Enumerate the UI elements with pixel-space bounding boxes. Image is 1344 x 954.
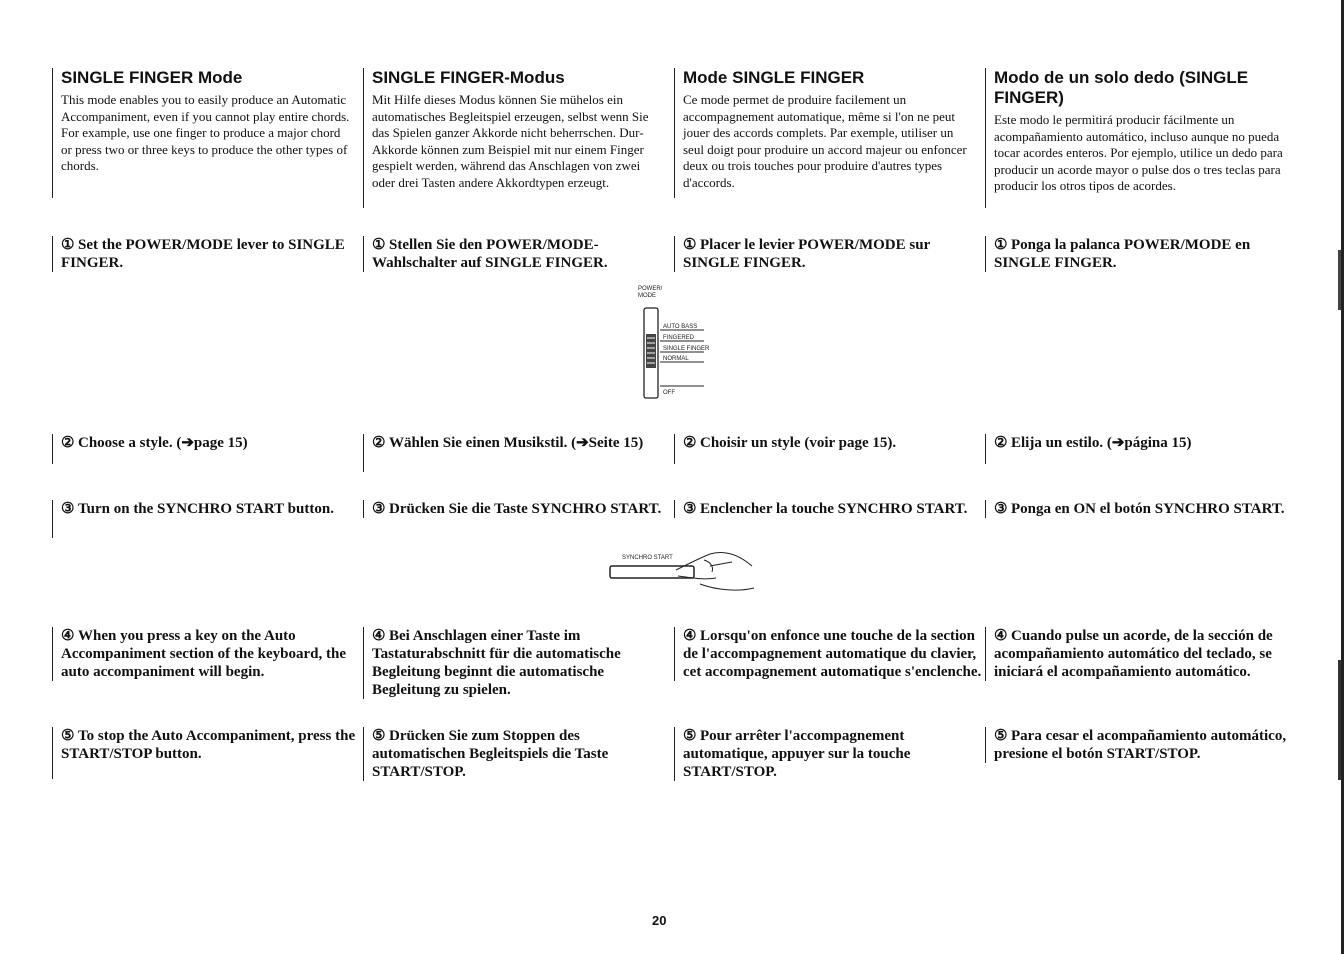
step-2-fr: ② Choisir un style (voir page 15). [674, 434, 984, 464]
switch-title-line1: POWER/ [638, 286, 663, 292]
switch-pos-normal: NORMAL [663, 356, 689, 362]
power-mode-switch-diagram [632, 282, 722, 402]
step-1-en: ① Set the POWER/MODE lever to SINGLE FINGER. [52, 236, 362, 272]
switch-pos-fingered: FINGERED [663, 335, 695, 341]
step-3-de: ③ Drücken Sie die Taste SYNCHRO START. [363, 500, 673, 518]
heading-de: SINGLE FINGER-Modus [372, 68, 565, 87]
step-3-en: ③ Turn on the SYNCHRO START button. [52, 500, 362, 538]
scan-edge-shadow [1338, 0, 1344, 954]
step-1-fr: ① Placer le levier POWER/MODE sur SINGLE FINGER. [674, 236, 984, 272]
step-5-en: ⑤ To stop the Auto Accompaniment, press the START/STOP button. [52, 727, 362, 779]
step-2-es: ② Elija un estilo. (➔página 15) [985, 434, 1295, 464]
column-fr-intro [674, 68, 974, 198]
switch-pos-single-finger: SINGLE FINGER [663, 346, 710, 352]
step-5-de: ⑤ Drücken Sie zum Stoppen des automatischen Begleitspiels die Taste START/STOP. [363, 727, 673, 781]
synchro-start-label: SYNCHRO START [622, 555, 673, 561]
intro-es: Este modo le permitirá producir fácilmente un acompañamiento automático, incluso aunque no pueda tocar acordes enteros. Por ejemplo, utilice un dedo para producir un acorde mayor o pulse dos o tres teclas para producir los otros tipos de acordes. [994, 112, 1283, 193]
switch-title-line2: MODE [638, 293, 656, 299]
column-en-intro [52, 68, 352, 198]
switch-pos-off: OFF [663, 390, 675, 396]
intro-en: This mode enables you to easily produce an Automatic Accompaniment, even if you cannot play entire chords. For example, use one finger to produce a major chord or press two or three keys to produce the other types of chords. [61, 92, 350, 173]
step-4-fr: ④ Lorsqu'on enfonce une touche de la section de l'accompagnement automatique du clavier, cet accompagnement automatique s'enclenche. [674, 627, 984, 681]
heading-en: SINGLE FINGER Mode [61, 68, 243, 87]
column-de-intro [363, 68, 663, 208]
synchro-start-diagram [592, 548, 767, 598]
step-1-es: ① Ponga la palanca POWER/MODE en SINGLE FINGER. [985, 236, 1295, 272]
heading-fr: Mode SINGLE FINGER [683, 68, 865, 87]
step-4-en: ④ When you press a key on the Auto Accompaniment section of the keyboard, the auto accompaniment will begin. [52, 627, 362, 681]
step-4-es: ④ Cuando pulse un acorde, de la sección de acompañamiento automático del teclado, se iniciará el acompañamiento automático. [985, 627, 1295, 681]
step-3-fr: ③ Enclencher la touche SYNCHRO START. [674, 500, 984, 518]
step-1-de: ① Stellen Sie den POWER/MODE-Wahlschalter auf SINGLE FINGER. [363, 236, 673, 272]
intro-fr: Ce mode permet de produire facilement un accompagnement automatique, même si l'on ne peut jouer des accords complets. Par exemple, utiliser un seul doigt pour produire un accord majeur ou enfoncer deux ou trois touches pour produire d'autres types d'accords. [683, 92, 967, 190]
column-es-intro [985, 68, 1285, 208]
pressing-finger-icon [676, 553, 752, 571]
step-5-es: ⑤ Para cesar el acompañamiento automático, presione el botón START/STOP. [985, 727, 1295, 763]
heading-es: Modo de un solo dedo (SINGLE FINGER) [994, 68, 1249, 107]
step-2-de: ② Wählen Sie einen Musikstil. (➔Seite 15) [363, 434, 673, 472]
switch-pos-auto-bass: AUTO BASS [663, 324, 698, 330]
step-2-en: ② Choose a style. (➔page 15) [52, 434, 362, 464]
page-number: 20 [652, 913, 667, 928]
step-4-de: ④ Bei Anschlagen einer Taste im Tastaturabschnitt für die automatische Begleitung beginnt die automatische Begleitung zu spielen. [363, 627, 673, 699]
intro-de: Mit Hilfe dieses Modus können Sie mühelos ein automatisches Begleitspiel erzeugen, selbst wenn Sie das Spielen ganzer Akkorde nicht beherrschen. Dur-Akkorde können zum Beispiel mit nur einem Finger gespielt werden, während das Anschlagen von zwei oder drei Tasten andere Akkordtypen erzeugt. [372, 92, 649, 190]
step-3-es: ③ Ponga en ON el botón SYNCHRO START. [985, 500, 1295, 518]
step-5-fr: ⑤ Pour arrêter l'accompagnement automatique, appuyer sur la touche START/STOP. [674, 727, 984, 781]
